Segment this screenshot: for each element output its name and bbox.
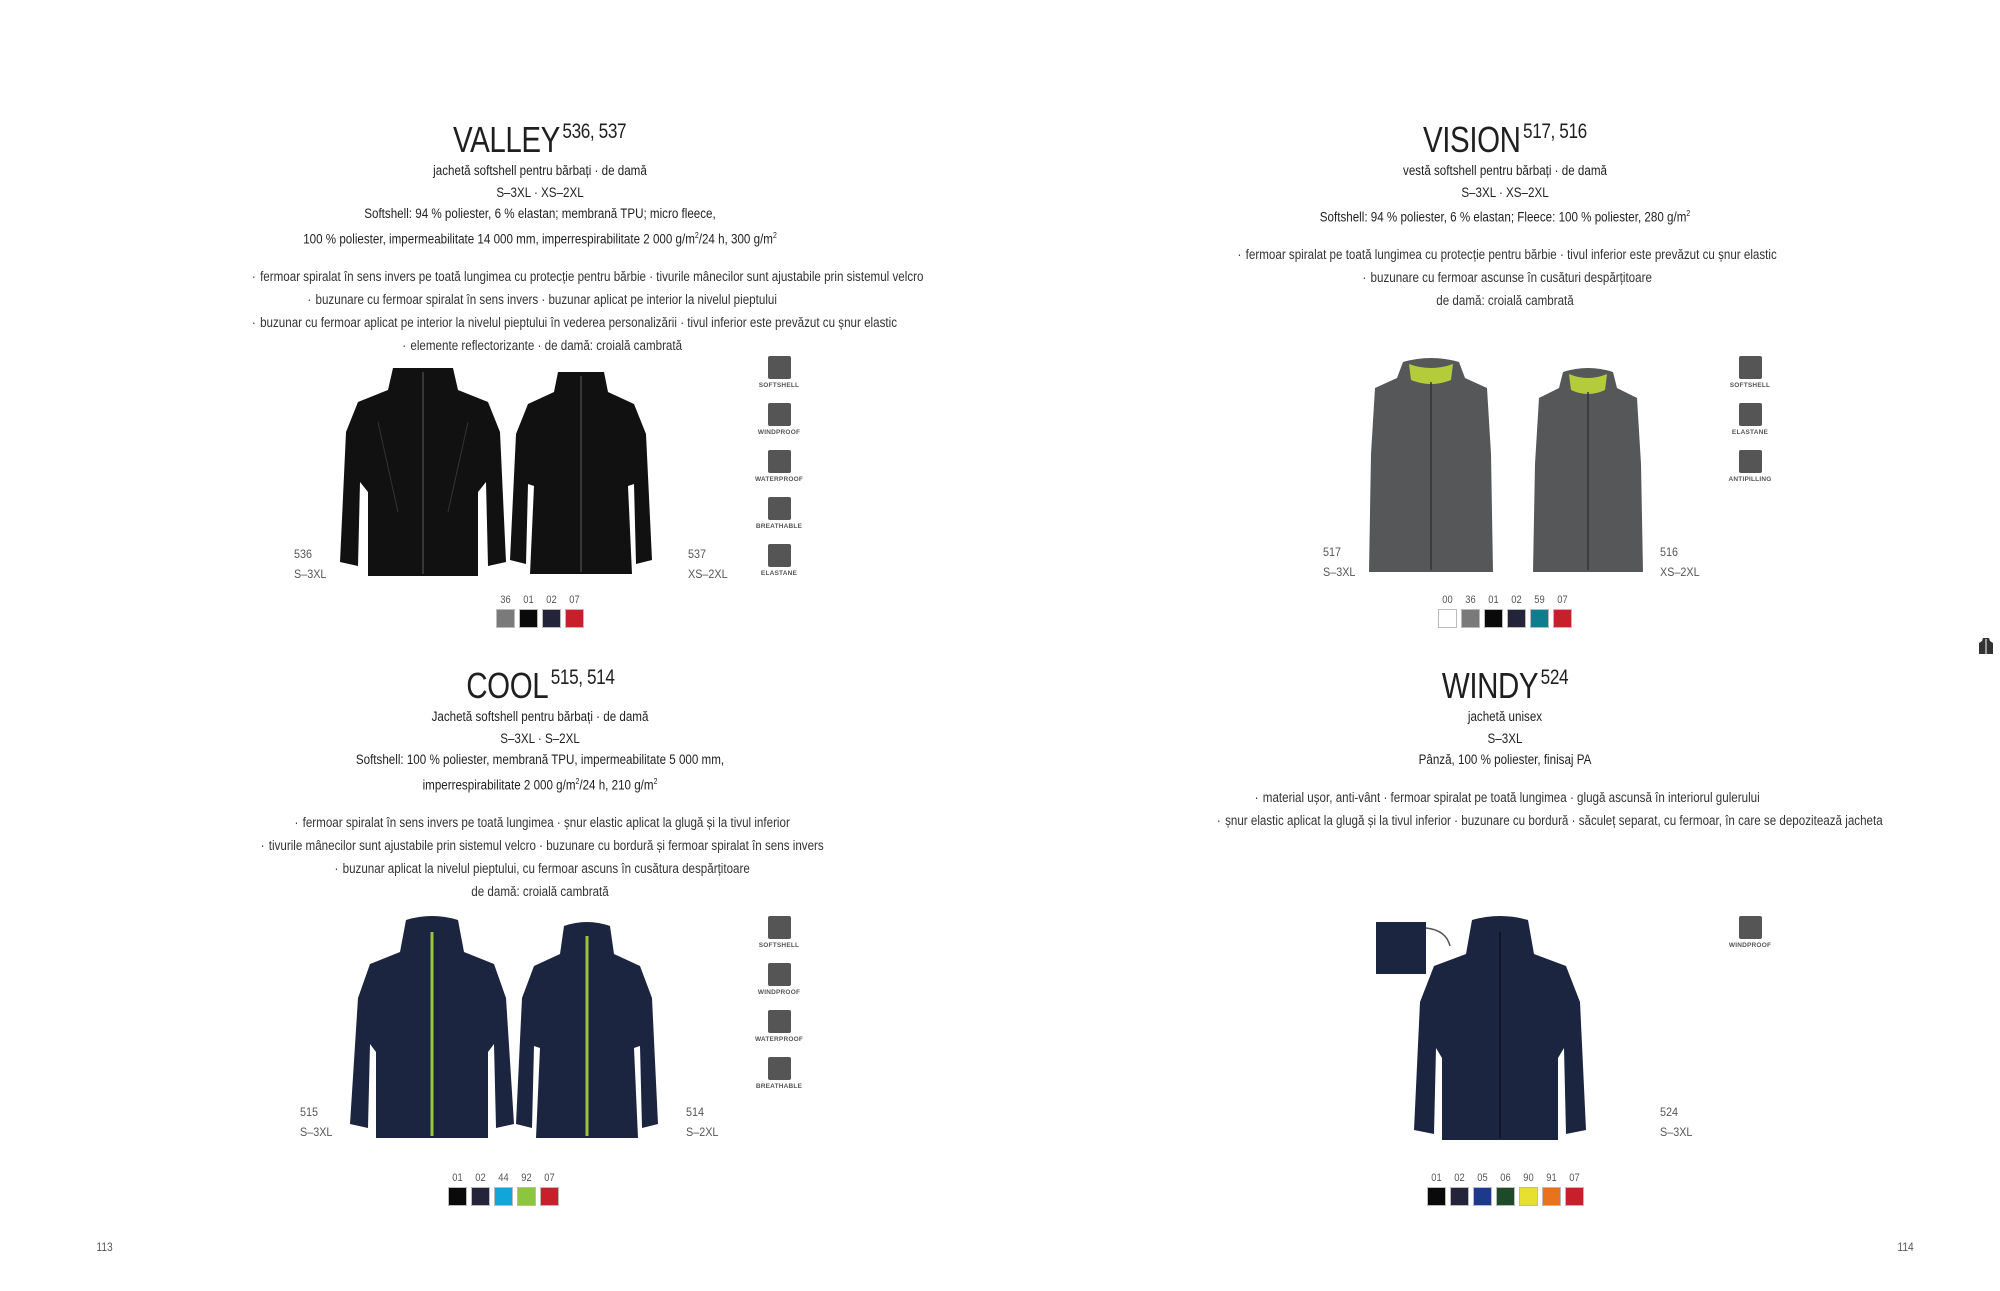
color-chip[interactable] (1427, 1187, 1446, 1206)
page-number-right: 114 (1897, 1240, 1914, 1254)
cool-womens-jacket-image (514, 924, 660, 1142)
color-chip[interactable] (1507, 609, 1526, 628)
color-chip[interactable] (1461, 609, 1480, 628)
color-code: 91 (1545, 1172, 1557, 1184)
feature-line: · tivurile mânecilor sunt ajustabile prin sistemul velcro · buzunare cu bordură și fermoar spiralat în sens invers (260, 837, 824, 853)
color-code: 07 (1568, 1172, 1580, 1184)
product-sizes: S–3XL · XS–2XL (1461, 184, 1549, 200)
color-swatches (403, 1172, 603, 1206)
color-chip[interactable] (517, 1187, 536, 1206)
color-chip[interactable] (1496, 1187, 1515, 1206)
color-chip[interactable] (494, 1187, 513, 1206)
feature-list (248, 811, 833, 903)
product-description: jachetă softshell pentru bărbați · de damă (433, 163, 647, 178)
color-chip[interactable] (1450, 1187, 1469, 1206)
product-title: WINDY $^{524}$ (1441, 665, 1569, 706)
color-code: 01 (523, 594, 534, 606)
product-cool (200, 658, 880, 903)
feature-line: · elemente reflectorizante · de damă: croială cambrată (402, 337, 683, 353)
color-chip[interactable] (496, 609, 515, 628)
variant-label-left: 515 S–3XL (300, 1105, 333, 1139)
feature-line: de damă: croială cambrată (1436, 293, 1574, 308)
variant-label-right: 524 S–3XL (1660, 1105, 1693, 1139)
elastane-icon: ELASTANE (749, 544, 809, 577)
color-chip[interactable] (1484, 609, 1503, 628)
product-title: VALLEY $^{536, 537}$ (453, 119, 627, 160)
feature-line: · fermoar spiralat în sens invers pe toată lungimea cu protecție pentru bărbie · tivurile mânecilor sunt ajustabile prin sistemul velcro (251, 268, 924, 284)
feature-icons (749, 356, 809, 591)
color-chip[interactable] (1473, 1187, 1492, 1206)
color-code: 02 (1511, 594, 1522, 606)
product-description: jachetă unisex (1467, 709, 1543, 724)
color-code: 06 (1499, 1172, 1511, 1184)
color-chips (1405, 609, 1605, 628)
windy-jacket-image (1410, 918, 1590, 1148)
variant-label-right: 516 XS–2XL (1660, 545, 1700, 579)
color-chips (1405, 1187, 1605, 1206)
softshell-icon: SOFTSHELL (1720, 356, 1780, 389)
color-code: 07 (1557, 594, 1568, 606)
elastane-icon: ELASTANE (1720, 403, 1780, 436)
color-code: 36 (500, 594, 511, 606)
color-chip[interactable] (519, 609, 538, 628)
color-swatches (440, 594, 640, 628)
feature-icons (749, 916, 809, 1104)
color-code: 36 (1465, 594, 1476, 606)
color-code: 01 (1488, 594, 1499, 606)
color-chip[interactable] (542, 609, 561, 628)
antipilling-icon: ANTIPILLING (1720, 450, 1780, 483)
color-codes (1405, 1172, 1605, 1184)
product-description: vestă softshell pentru bărbați · de damă (1403, 163, 1607, 178)
color-chip[interactable] (1530, 609, 1549, 628)
cool-mens-jacket-image (348, 918, 516, 1142)
product-title: VISION $^{517, 516}$ (1423, 119, 1587, 160)
feature-line: de damă: croială cambrată (471, 883, 609, 899)
feature-line: · buzunar aplicat la nivelul pieptului, cu fermoar ascuns în cusătura despărțitoare (334, 860, 750, 876)
feature-list (1213, 243, 1798, 312)
breathable-icon: BREATHABLE (749, 1057, 809, 1090)
windproof-icon: WINDPROOF (1720, 916, 1780, 949)
product-valley (200, 112, 924, 357)
jacket-icon (1978, 637, 1994, 655)
vision-womens-vest-image (1529, 368, 1647, 578)
color-chip[interactable] (540, 1187, 559, 1206)
product-sizes: S–3XL · S–2XL (500, 730, 580, 746)
color-code: 44 (497, 1172, 509, 1184)
color-code: 59 (1534, 594, 1545, 606)
windproof-icon: WINDPROOF (749, 963, 809, 996)
waterproof-icon: WATERPROOF (749, 1010, 809, 1043)
variant-label-left: 517 S–3XL (1323, 545, 1356, 579)
product-description: Jachetă softshell pentru bărbați · de damă (431, 709, 649, 724)
color-codes (440, 594, 640, 606)
color-code: 90 (1522, 1172, 1534, 1184)
variant-label-left: 536 S–3XL (294, 547, 327, 581)
product-sizes: S–3XL · XS–2XL (496, 184, 584, 200)
feature-line: · buzunare cu fermoar ascunse în cusături despărțitoare (1362, 270, 1652, 285)
feature-icons (1720, 356, 1780, 497)
feature-line: · șnur elastic aplicat la glugă și la tivul inferior · buzunare cu bordură · săculeț separat, cu fermoar, în care se depozitează jacheta (1216, 812, 1883, 828)
color-code: 02 (1453, 1172, 1465, 1184)
color-code: 05 (1476, 1172, 1488, 1184)
color-code: 02 (546, 594, 557, 606)
product-title: COOL $^{515, 514}$ (465, 665, 615, 706)
color-chip[interactable] (1553, 609, 1572, 628)
color-code: 01 (1430, 1172, 1442, 1184)
valley-womens-jacket-image (506, 366, 656, 578)
color-code: 02 (474, 1172, 486, 1184)
product-spec-line: Pânză, 100 % poliester, finisaj PA (1418, 752, 1592, 767)
product-spec-line: Softshell: 94 % poliester, 6 % elastan; Fleece: 100 % poliester, 280 $g/m^2$ (1319, 209, 1691, 225)
color-chip[interactable] (1565, 1187, 1584, 1206)
product-spec-line: Softshell: 100 % poliester, membrană TPU, impermeabilitate 5 000 mm, (355, 752, 725, 767)
color-chips (440, 609, 640, 628)
product-vision (1165, 112, 1845, 312)
feature-line: · material ușor, anti-vânt · fermoar spiralat pe toată lungimea · glugă ascunsă în interiorul gulerului (1254, 789, 1760, 805)
color-code: 92 (520, 1172, 532, 1184)
product-spec-line: Softshell: 94 % poliester, 6 % elastan; membrană TPU; micro fleece, (364, 206, 716, 221)
color-chip[interactable] (1519, 1187, 1538, 1206)
color-code: 07 (569, 594, 580, 606)
feature-line: · buzunare cu fermoar spiralat în sens invers · buzunar aplicat pe interior la nivelul pieptului (307, 291, 777, 307)
feature-line: · buzunar cu fermoar aplicat pe interior la nivelul pieptului în vederea personalizării · tivul inferior este prevăzut cu șnur elastic (251, 314, 898, 330)
product-spec-line: imperrespirabilitate 2 000 $g/m^2/24$ h, 210 $g/m^2$ (422, 776, 658, 792)
color-chip[interactable] (448, 1187, 467, 1206)
color-chip[interactable] (1542, 1187, 1561, 1206)
feature-list (248, 265, 924, 357)
waterproof-icon: WATERPROOF (749, 450, 809, 483)
valley-mens-jacket-image (338, 362, 508, 580)
color-swatches (1405, 1172, 1605, 1206)
color-code: 01 (451, 1172, 463, 1184)
product-sizes: S–3XL (1487, 730, 1523, 746)
feature-line: · fermoar spiralat în sens invers pe toată lungimea · șnur elastic aplicat la glugă și la tivul inferior (294, 814, 790, 830)
color-code: 00 (1442, 594, 1453, 606)
breathable-icon: BREATHABLE (749, 497, 809, 530)
color-chip[interactable] (471, 1187, 490, 1206)
color-swatches (1405, 594, 1605, 628)
feature-list (1213, 786, 1883, 832)
color-chip[interactable] (565, 609, 584, 628)
color-codes (1405, 594, 1605, 606)
variant-label-right: 537 XS–2XL (688, 547, 728, 581)
color-chip[interactable] (1438, 609, 1457, 628)
softshell-icon: SOFTSHELL (749, 356, 809, 389)
softshell-icon: SOFTSHELL (749, 916, 809, 949)
feature-line: · fermoar spiralat pe toată lungimea cu protecție pentru bărbie · tivul inferior este prevăzut cu șnur elastic (1237, 247, 1777, 262)
feature-icons (1720, 916, 1780, 963)
color-codes (403, 1172, 603, 1184)
page-number-left: 113 (96, 1240, 113, 1254)
color-code: 07 (543, 1172, 555, 1184)
product-spec-line: 100 % poliester, impermeabilitate 14 000 mm, imperrespirabilitate 2 000 $g/m^2/24$ h, 300 $g/m^2$ (303, 230, 777, 246)
vision-mens-vest-image (1365, 358, 1497, 578)
product-windy (1165, 658, 1883, 832)
windproof-icon: WINDPROOF (749, 403, 809, 436)
color-chips (403, 1187, 603, 1206)
variant-label-right: 514 S–2XL (686, 1105, 719, 1139)
